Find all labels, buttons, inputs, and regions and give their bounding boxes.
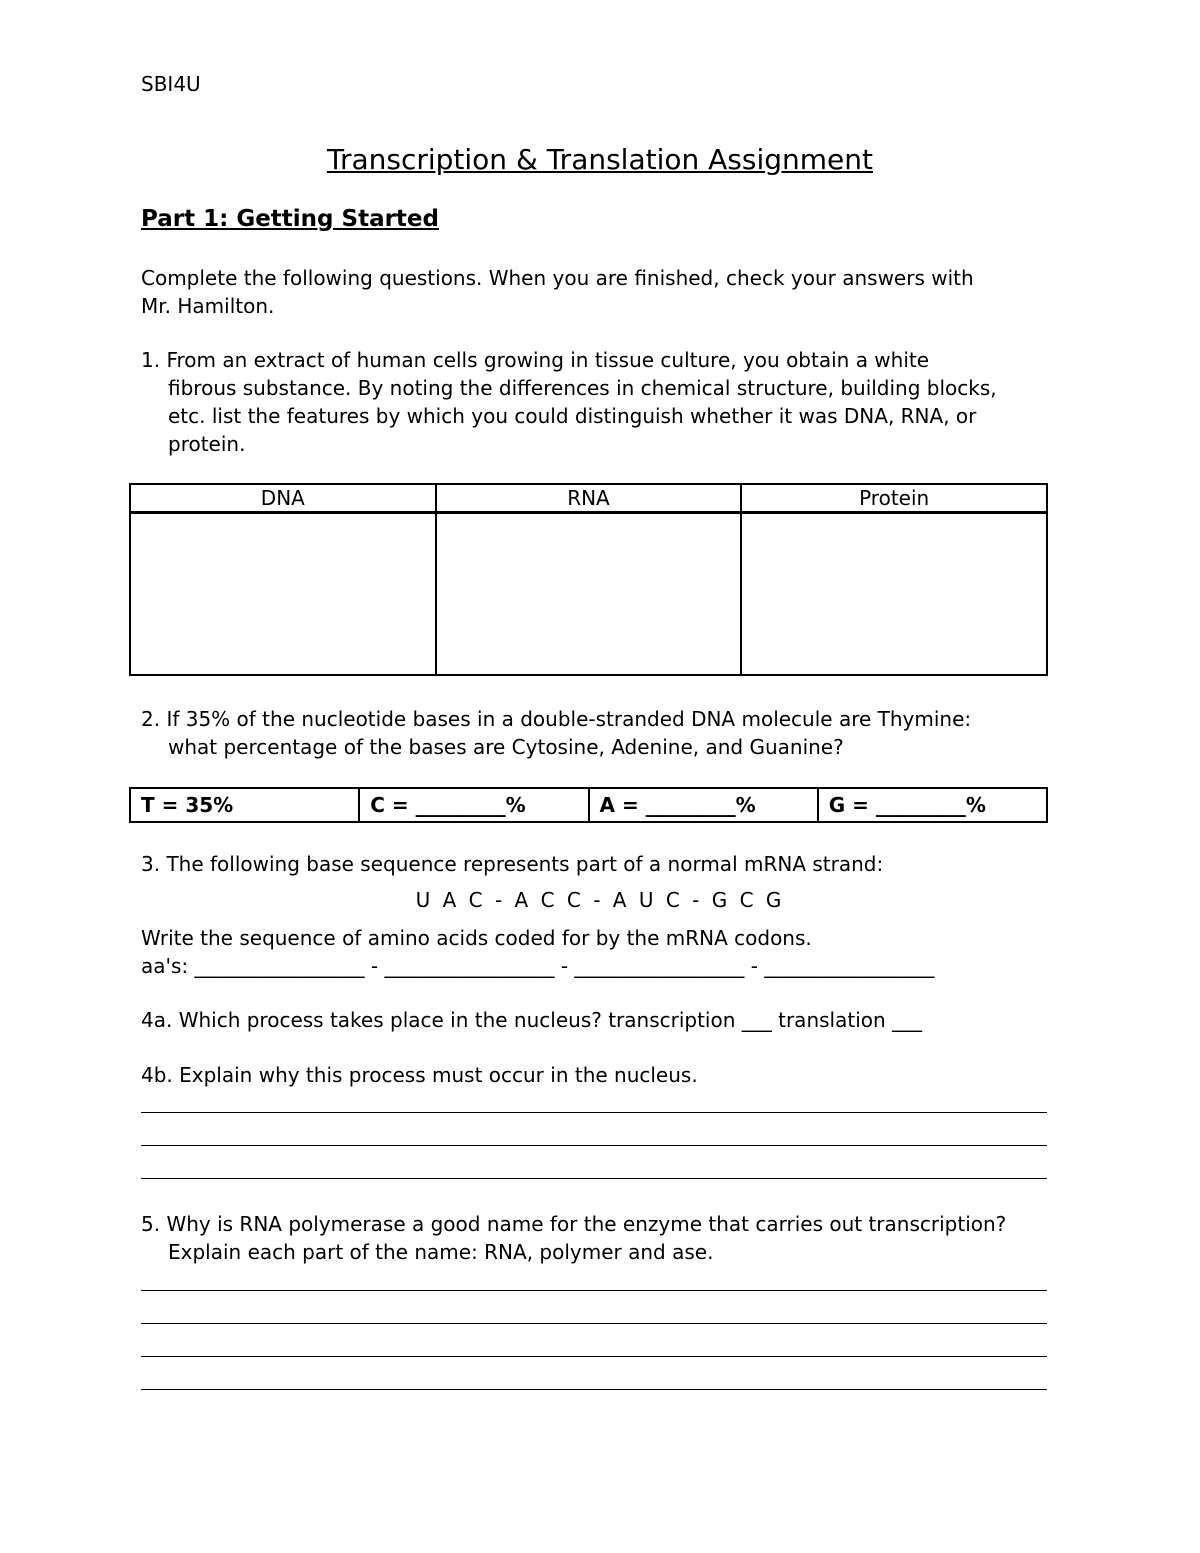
q5-answer-line[interactable]	[141, 1356, 1047, 1357]
part1-heading: Part 1: Getting Started	[141, 206, 439, 232]
dna-column-header: DNA	[130, 484, 436, 513]
q5-answer-line[interactable]	[141, 1323, 1047, 1324]
q2-line-2: what percentage of the bases are Cytosine, Adenine, and Guanine?	[168, 735, 844, 759]
protein-column-header: Protein	[741, 484, 1047, 513]
amino-acid-answer-line[interactable]: aa's: _________________ - _________________ - _________________ - _________________	[141, 954, 935, 978]
thymine-cell: T = 35%	[130, 788, 359, 822]
q5-answer-line[interactable]	[141, 1290, 1047, 1291]
base-percentage-table	[129, 787, 1048, 823]
guanine-cell[interactable]: G = _________%	[818, 788, 1047, 822]
rna-column-header: RNA	[436, 484, 742, 513]
cytosine-cell[interactable]: C = _________%	[359, 788, 588, 822]
q4b-answer-line[interactable]	[141, 1178, 1047, 1179]
course-code: SBI4U	[141, 72, 201, 96]
adenine-cell[interactable]: A = _________%	[589, 788, 818, 822]
q5-line-2: Explain each part of the name: RNA, polymer and ase.	[168, 1240, 714, 1264]
q1-line-3: etc. list the features by which you could distinguish whether it was DNA, RNA, or	[168, 404, 977, 428]
q5-answer-line[interactable]	[141, 1389, 1047, 1390]
question-4a: 4a. Which process takes place in the nucleus? transcription ___ translation ___	[141, 1008, 923, 1032]
q4b-answer-line[interactable]	[141, 1145, 1047, 1146]
question-4b: 4b. Explain why this process must occur in the nucleus.	[141, 1063, 698, 1087]
protein-answer-cell[interactable]	[741, 513, 1047, 676]
question-5	[141, 1210, 1006, 1266]
intro-line-2: Mr. Hamilton.	[141, 294, 275, 318]
q1-line-4: protein.	[168, 432, 246, 456]
q3-line-1: 3. The following base sequence represents part of a normal mRNA strand:	[141, 852, 884, 876]
dna-answer-cell[interactable]	[130, 513, 436, 676]
question-1	[141, 346, 997, 458]
q1-line-2: fibrous substance. By noting the differences in chemical structure, building blocks,	[168, 376, 997, 400]
q2-line-1: 2. If 35% of the nucleotide bases in a double-stranded DNA molecule are Thymine:	[141, 707, 972, 731]
q5-line-1: 5. Why is RNA polymerase a good name for the enzyme that carries out transcription?	[141, 1212, 1007, 1236]
intro-line-1: Complete the following questions. When you are finished, check your answers with	[141, 266, 974, 290]
q3-line-2: Write the sequence of amino acids coded for by the mRNA codons.	[141, 926, 812, 950]
page-title: Transcription & Translation Assignment	[326, 143, 874, 176]
q1-line-1: 1. From an extract of human cells growing in tissue culture, you obtain a white	[141, 348, 930, 372]
molecule-comparison-table	[129, 483, 1048, 676]
question-2	[141, 705, 971, 761]
mrna-sequence: U A C - A C C - A U C - G C G	[415, 888, 785, 912]
q4b-answer-line[interactable]	[141, 1112, 1047, 1113]
rna-answer-cell[interactable]	[436, 513, 742, 676]
part1-intro	[141, 264, 1061, 320]
